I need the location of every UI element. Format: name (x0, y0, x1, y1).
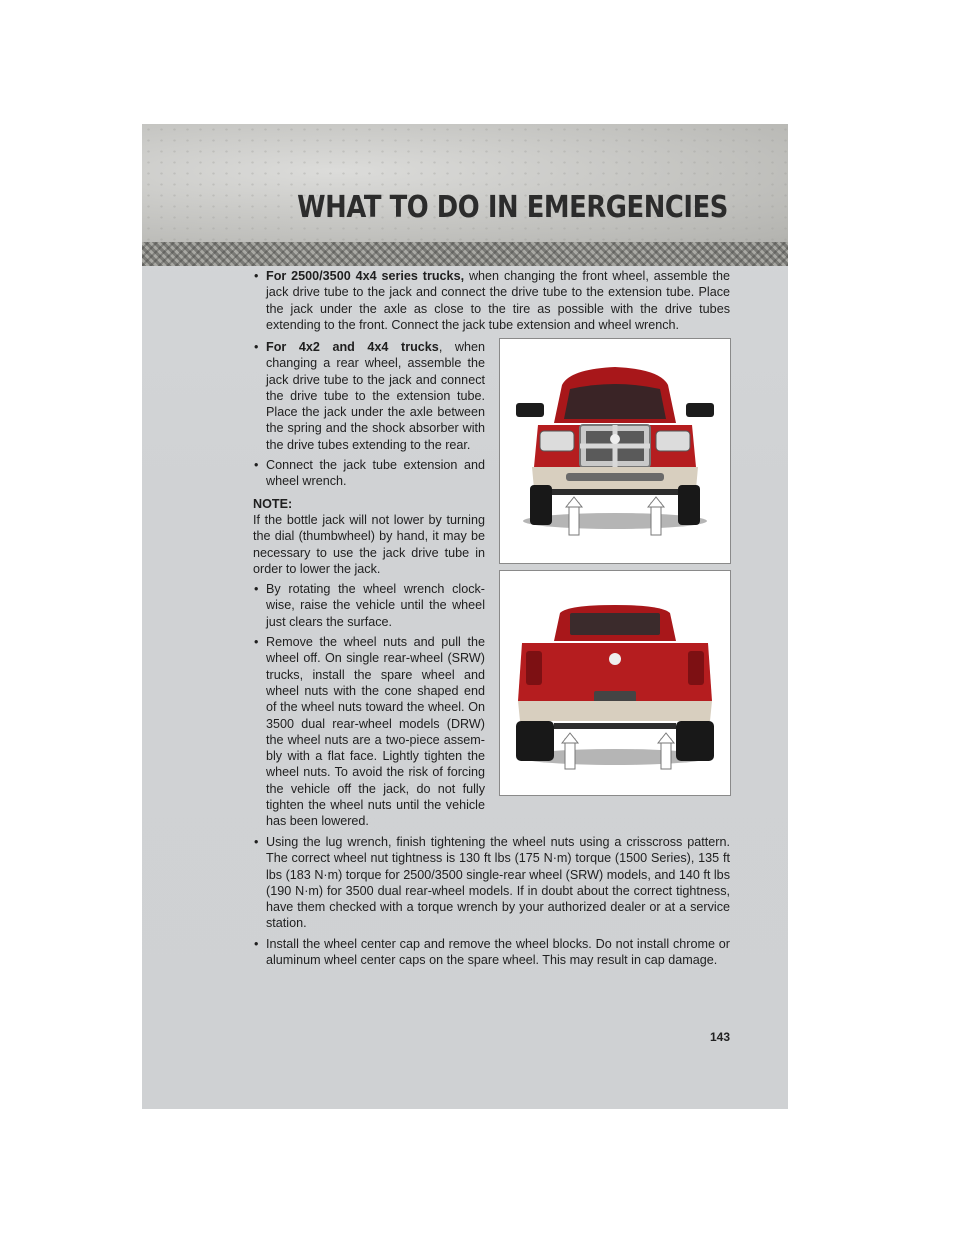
list-item: • Remove the wheel nuts and pull the wheel off. On single rear-wheel (SRW) trucks, install the spare wheel and wheel nuts with the cone shaped end of the wheel nuts toward the wheel. On 3500 dual rear-wheel models (DRW) the wheel nuts are a two-piece assem-bly with a flat face. Lightly tighten the wheel nuts. To avoid the risk of forcing the vehicle off the jack, do not fully tighten the wheel nuts until the vehicle has been lowered. (254, 635, 485, 829)
section-top (253, 268, 730, 337)
header-stripe (142, 242, 788, 266)
rear-truck-illustration (500, 571, 730, 795)
front-truck-figure (499, 338, 731, 564)
bold-lead: For 4x2 and 4x4 trucks (266, 340, 439, 354)
rear-truck-figure (499, 570, 731, 796)
manual-page (142, 124, 788, 1109)
section-left-column (253, 339, 485, 834)
note-heading: NOTE: (253, 496, 293, 511)
bold-lead: For 2500/3500 4x4 series trucks, (266, 269, 465, 283)
list-item: • Install the wheel center cap and remove the wheel blocks. Do not install chrome or aluminum wheel center caps on the spare wheel. This may result in cap damage. (254, 936, 730, 968)
page-number: 143 (710, 1030, 731, 1044)
page-title: WHAT TO DO IN EMERGENCIES (297, 190, 728, 225)
list-item: • Using the lug wrench, finish tightening the wheel nuts using a crisscross pattern. The correct wheel nut tightness is 130 ft lbs (175 N·m) torque (1500 Series), 135 ft lbs (183 N·m) torque for 2500/3500 single-rear wheel (SRW) models, and 140 ft lbs (190 N·m) for 3500 dual rear-wheel models. If in doubt about the correct tightness, have them checked with a torque wrench by your authorized dealer or at a service station. (254, 835, 730, 931)
list-item: • By rotating the wheel wrench clock-wise, raise the vehicle until the wheel just clears the surface. (254, 582, 485, 629)
list-item: • For 4x2 and 4x4 trucks, when changing a rear wheel, assemble the jack drive tube to the jack and connect the drive tube to the extension tube. Place the jack under the axle between the spring and the shock absorber with the drive tubes extending to the rear. (254, 340, 485, 452)
note-text: If the bottle jack will not lower by turning the dial (thumbwheel) by hand, it may be necessary to use the jack drive tube in order to lower the jack. (253, 512, 485, 576)
list-item: • Connect the jack tube extension and wheel wrench. (254, 458, 485, 489)
list-item: • For 2500/3500 4x4 series trucks, when changing the front wheel, assemble the jack drive tube to the jack and connect the drive tube to the extension tube. Place the jack under the axle as close to the tire as possible with the drive tubes extending to the front. Connect the jack tube extension and wheel wrench. (254, 269, 730, 332)
front-truck-illustration (500, 339, 730, 563)
section-bottom (253, 834, 730, 972)
